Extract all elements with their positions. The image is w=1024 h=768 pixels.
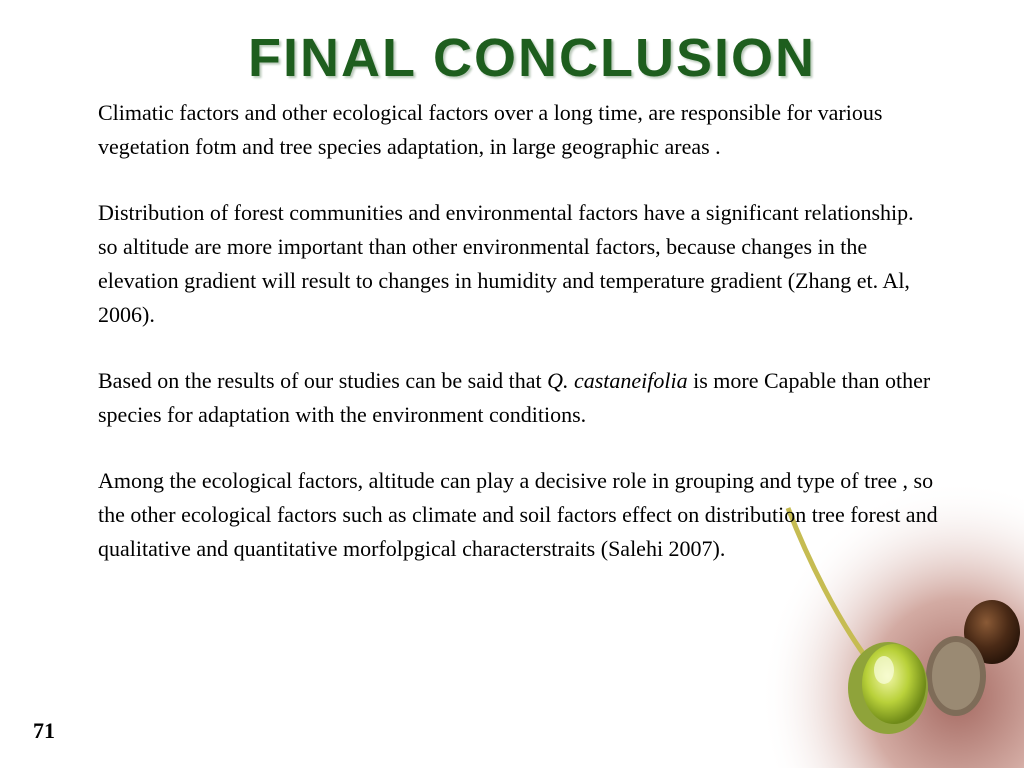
paragraph-altitude-role: Among the ecological factors, altitude can play a decisive role in grouping and type of tree , so the other ecological factors such as climate and soil factors effect on distribution tree forest and qualitative and quantitative morfolpgical characterstraits (Salehi 2007).	[98, 468, 938, 561]
paragraph-climatic-factors: Climatic factors and other ecological factors over a long time, are responsible for various vegetation fotm and tree species adaptation, in large geographic areas .	[98, 100, 883, 159]
page-number: 71	[33, 718, 55, 743]
slide-title: FINAL CONCLUSION	[248, 28, 816, 88]
paragraph-species-adaptation	[98, 364, 938, 432]
paragraph-text-before: Based on the results of our studies can be said that	[98, 368, 548, 393]
species-name: Q. castaneifolia	[547, 368, 688, 393]
conclusion-body	[98, 96, 938, 566]
green-acorn	[862, 644, 926, 724]
paragraph-forest-distribution: Distribution of forest communities and environmental factors have a significant relationship. so altitude are more important than other environmental factors, because changes in the elevation gradient will result to changes in humidity and temperature gradient (Zhang et. Al, 2006).	[98, 200, 914, 327]
paragraph-text-after: is more Capable than other species for adaptation with the environment conditions.	[98, 368, 931, 427]
